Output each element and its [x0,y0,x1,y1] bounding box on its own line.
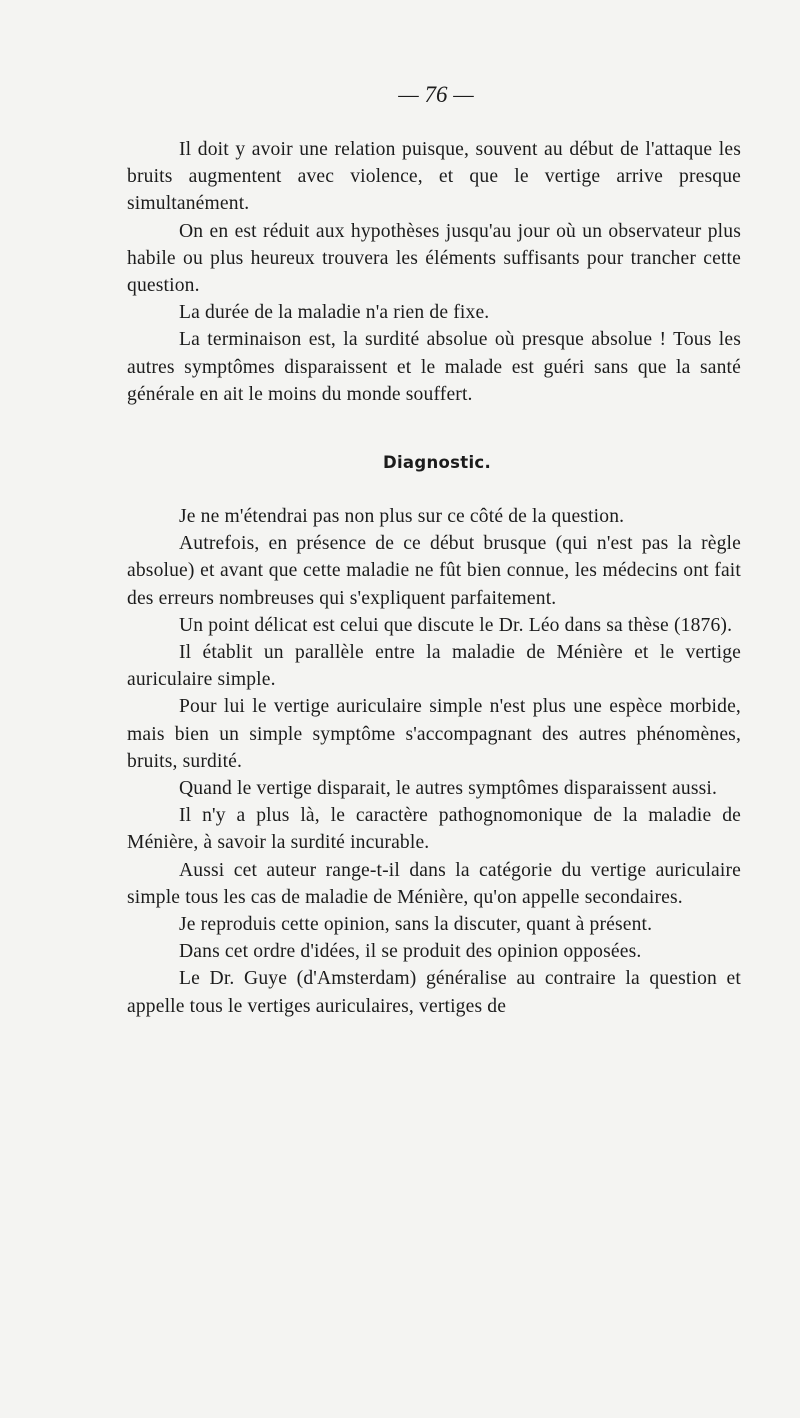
paragraph: Autrefois, en présence de ce début brusque (qui n'est pas la règle absolue) et avant que cette maladie ne fût bien connue, les médecins ont fait des erreurs nombreuses qui s'expliquent parfaitement. [127,533,741,609]
paragraph: On en est réduit aux hypothèses jusqu'au jour où un observateur plus habile ou plus heureux trouvera les éléments suffisants pour trancher cette question. [127,220,741,297]
paragraph: Il doit y avoir une relation puisque, souvent au début de l'attaque les bruits augmentent avec violence, et que le vertige arrive presque simultanément. [127,139,741,215]
paragraph: Il établit un parallèle entre la maladie de Ménière et le vertige auriculaire simple. [127,642,741,691]
page-number: — 76 — [398,82,474,107]
paragraph: Le Dr. Guye (d'Amsterdam) généralise au contraire la question et appelle tous le vertiges auriculaires, vertiges de [127,968,741,1017]
paragraph: Il n'y a plus là, le caractère pathognomonique de la maladie de Ménière, à savoir la surdité incurable. [127,805,741,854]
paragraph: La terminaison est, la surdité absolue où presque absolue ! Tous les autres symptômes disparaissent et le malade est guéri sans que la santé générale en ait le moins du monde souffert. [127,329,741,405]
paragraph: La durée de la maladie n'a rien de fixe. [179,302,490,324]
paragraph: Aussi cet auteur range-t-il dans la catégorie du vertige auriculaire simple tous les cas de maladie de Ménière, qu'on appelle secondaires. [127,859,741,908]
paragraph: Quand le vertige disparait, le autres symptômes disparaissent aussi. [179,778,718,800]
paragraph: Je reproduis cette opinion, sans la discuter, quant à présent. [179,914,653,936]
paragraph: Je ne m'étendrai pas non plus sur ce côté de la question. [179,506,625,528]
paragraph: Un point délicat est celui que discute le Dr. Léo dans sa thèse (1876). [179,614,733,636]
page-body [127,136,741,1020]
paragraph: Dans cet ordre d'idées, il se produit des opinion opposées. [179,941,642,963]
paragraph: Pour lui le vertige auriculaire simple n'est plus une espèce morbide, mais bien un simple symptôme s'accompagnant des autres phénomènes, bruits, surdité. [127,696,741,772]
section-heading-diagnostic: Diagnostic. [382,453,492,473]
